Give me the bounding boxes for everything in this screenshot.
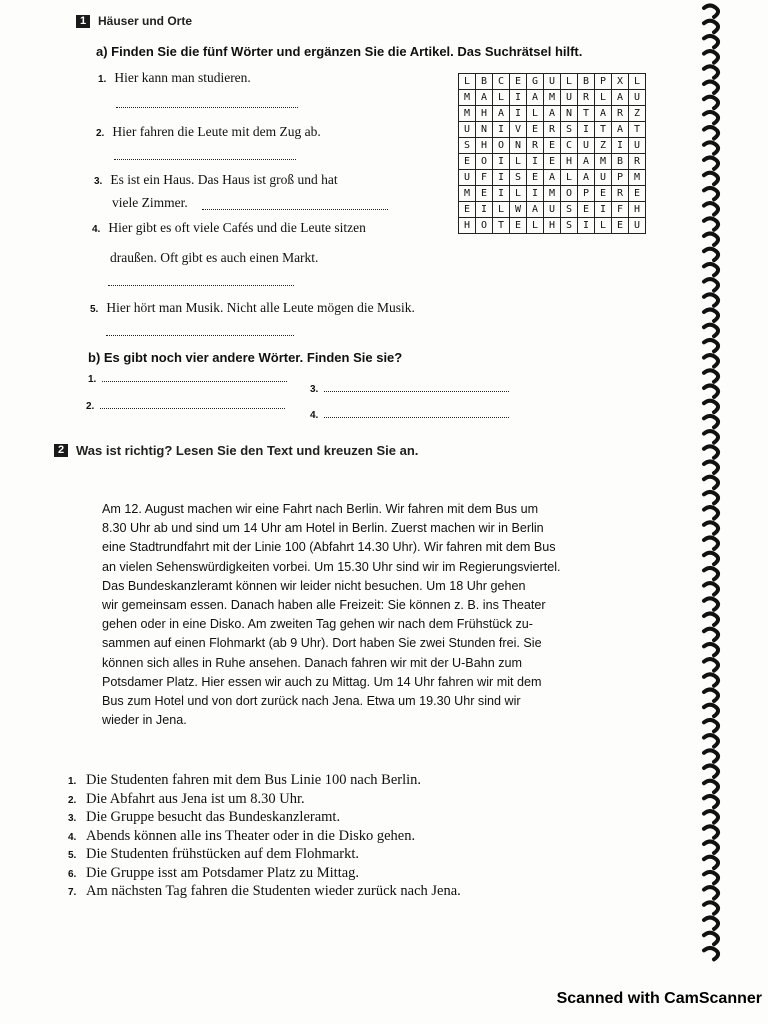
question-number: 1. — [98, 74, 107, 85]
grid-row — [459, 218, 646, 234]
spiral-coil — [704, 811, 718, 823]
spiral-coil — [704, 750, 718, 762]
spiral-coil — [704, 416, 718, 428]
b-answer-number: 1. — [88, 374, 97, 385]
grid-cell[interactable]: L — [459, 74, 476, 90]
grid-cell[interactable]: E — [544, 138, 561, 154]
spiral-coil — [704, 477, 718, 489]
question-2 — [96, 124, 321, 140]
b-answer-line[interactable] — [324, 391, 509, 392]
grid-cell[interactable]: U — [595, 170, 612, 186]
grid-cell[interactable]: M — [459, 106, 476, 122]
grid-cell[interactable]: A — [527, 90, 544, 106]
grid-cell[interactable]: M — [459, 90, 476, 106]
grid-cell[interactable]: U — [544, 202, 561, 218]
grid-cell[interactable]: E — [527, 122, 544, 138]
grid-cell[interactable]: U — [459, 170, 476, 186]
grid-cell[interactable]: R — [612, 186, 629, 202]
grid-cell[interactable]: Z — [629, 106, 646, 122]
grid-cell[interactable]: H — [476, 106, 493, 122]
spiral-coil — [704, 249, 718, 261]
grid-cell[interactable]: R — [578, 90, 595, 106]
grid-cell[interactable]: L — [561, 74, 578, 90]
b-answer-1[interactable] — [88, 374, 287, 385]
grid-cell[interactable]: S — [459, 138, 476, 154]
b-answer-2[interactable] — [86, 401, 285, 412]
grid-cell[interactable]: P — [578, 186, 595, 202]
grid-cell[interactable]: T — [493, 218, 510, 234]
statement-item[interactable] — [68, 772, 461, 791]
grid-cell[interactable]: I — [612, 138, 629, 154]
grid-cell[interactable]: V — [510, 122, 527, 138]
task-a-instruction: a) Finden Sie die fünf Wörter und ergänzen Sie die Artikel. Das Suchrätsel hilft. — [96, 44, 583, 59]
spiral-binding — [700, 0, 730, 980]
grid-row — [459, 106, 646, 122]
grid-cell[interactable]: R — [629, 154, 646, 170]
spiral-coil — [704, 948, 718, 960]
text-line: Potsdamer Platz. Hier essen wir auch zu Mittag. Um 14 Uhr fahren wir mit dem — [102, 674, 542, 689]
grid-cell[interactable]: X — [612, 74, 629, 90]
spiral-coil — [704, 766, 718, 778]
grid-cell[interactable]: G — [527, 74, 544, 90]
grid-cell[interactable]: O — [476, 154, 493, 170]
grid-cell[interactable]: M — [595, 154, 612, 170]
grid-cell[interactable]: S — [510, 170, 527, 186]
spiral-coil — [704, 933, 718, 945]
grid-cell[interactable]: E — [595, 186, 612, 202]
question-text: Hier fahren die Leute mit dem Zug ab. — [112, 124, 321, 139]
grid-cell[interactable]: A — [544, 170, 561, 186]
question-number: 4. — [92, 224, 101, 235]
spiral-coil — [704, 310, 718, 322]
grid-cell[interactable]: U — [629, 138, 646, 154]
grid-cell[interactable]: L — [510, 186, 527, 202]
grid-cell[interactable]: E — [459, 202, 476, 218]
text-line: 8.30 Uhr ab und sind um 14 Uhr am Hotel in Berlin. Zuerst machen wir in Berlin — [102, 521, 544, 536]
spiral-coil — [704, 857, 718, 869]
spiral-coil — [704, 142, 718, 154]
spiral-coil — [704, 294, 718, 306]
spiral-coil — [704, 735, 718, 747]
grid-cell[interactable]: I — [578, 122, 595, 138]
grid-cell[interactable]: E — [459, 154, 476, 170]
question-3 — [94, 172, 338, 188]
spiral-coil — [704, 674, 718, 686]
spiral-coil — [704, 173, 718, 185]
statement-number: 6. — [68, 868, 77, 880]
statement-item[interactable] — [68, 809, 461, 828]
camscanner-watermark: Scanned with CamScanner — [556, 990, 762, 1007]
grid-cell[interactable]: L — [493, 90, 510, 106]
text-line: wieder in Jena. — [102, 713, 187, 728]
statement-number: 4. — [68, 831, 77, 843]
b-answer-line[interactable] — [100, 408, 285, 409]
grid-cell[interactable]: H — [459, 218, 476, 234]
grid-cell[interactable]: O — [561, 186, 578, 202]
spiral-coil — [704, 234, 718, 246]
spiral-coil — [704, 690, 718, 702]
statement-item[interactable] — [68, 828, 461, 847]
statement-number: 7. — [68, 887, 77, 898]
spiral-coil — [704, 66, 718, 78]
question-text: viele Zimmer. — [112, 195, 188, 210]
grid-row — [459, 138, 646, 154]
grid-cell[interactable]: U — [629, 218, 646, 234]
spiral-coil — [704, 568, 718, 580]
question-number: 3. — [94, 176, 103, 187]
spiral-coil — [704, 401, 718, 413]
question-text: Es ist ein Haus. Das Haus ist groß und hat — [110, 172, 338, 187]
spiral-coil — [704, 279, 718, 291]
spiral-coil — [704, 492, 718, 504]
spiral-coil — [704, 629, 718, 641]
grid-cell[interactable]: E — [476, 186, 493, 202]
grid-cell[interactable]: A — [578, 170, 595, 186]
grid-cell[interactable]: L — [527, 218, 544, 234]
spiral-coil — [704, 842, 718, 854]
spiral-coil — [704, 97, 718, 109]
grid-cell[interactable]: F — [476, 170, 493, 186]
grid-cell[interactable]: U — [544, 74, 561, 90]
spiral-coil — [704, 644, 718, 656]
grid-cell[interactable]: E — [629, 186, 646, 202]
spiral-coil — [704, 264, 718, 276]
grid-cell[interactable]: A — [544, 106, 561, 122]
question-text: draußen. Oft gibt es auch einen Markt. — [110, 250, 319, 265]
spiral-coil — [704, 6, 718, 18]
grid-cell[interactable]: I — [493, 170, 510, 186]
spiral-coil — [704, 507, 718, 518]
text-line: sammen auf einen Flohmarkt (ab 9 Uhr). Dort haben Sie zwei Stunden frei. Sie — [102, 636, 542, 651]
spiral-coil — [704, 583, 718, 595]
reading-text — [102, 500, 614, 730]
statement-number: 3. — [68, 813, 77, 824]
question-number: 5. — [90, 304, 99, 315]
grid-row — [459, 90, 646, 106]
spiral-coil — [704, 553, 718, 565]
spiral-coil — [704, 796, 718, 808]
grid-cell[interactable]: A — [578, 154, 595, 170]
grid-cell[interactable]: E — [544, 154, 561, 170]
grid-cell[interactable]: L — [595, 90, 612, 106]
question-4 — [92, 220, 366, 236]
grid-row — [459, 170, 646, 186]
question-4-line-2 — [110, 250, 318, 266]
statement-text: Die Studenten fahren mit dem Bus Linie 100 nach Berlin. — [86, 772, 422, 788]
grid-cell[interactable]: E — [510, 218, 527, 234]
b-answer-number: 3. — [310, 384, 319, 395]
grid-cell[interactable]: M — [629, 170, 646, 186]
grid-cell[interactable]: I — [510, 106, 527, 122]
spiral-coil — [704, 112, 718, 124]
word-search-grid — [458, 73, 646, 234]
statement-number: 5. — [68, 850, 77, 861]
spiral-coil — [704, 127, 718, 139]
answer-line-4[interactable] — [108, 284, 294, 286]
answer-line-2[interactable] — [114, 158, 296, 160]
grid-cell[interactable]: A — [493, 106, 510, 122]
grid-cell[interactable]: M — [459, 186, 476, 202]
statement-text: Abends können alle ins Theater oder in die Disko gehen. — [86, 827, 416, 844]
grid-cell[interactable]: H — [561, 154, 578, 170]
statement-item[interactable] — [68, 865, 461, 884]
spiral-coil — [704, 720, 718, 732]
grid-cell[interactable]: P — [595, 74, 612, 90]
section-2-header — [54, 443, 418, 458]
grid-cell[interactable]: T — [578, 106, 595, 122]
grid-cell[interactable]: S — [561, 122, 578, 138]
grid-cell[interactable]: R — [527, 138, 544, 154]
spiral-coil — [704, 51, 718, 63]
grid-cell[interactable]: L — [510, 154, 527, 170]
b-answer-4[interactable] — [310, 410, 509, 421]
grid-cell[interactable]: I — [510, 90, 527, 106]
spiral-coil — [704, 538, 718, 550]
b-answer-3[interactable] — [310, 384, 509, 395]
spiral-coil — [704, 158, 718, 170]
grid-cell[interactable]: E — [510, 74, 527, 90]
grid-cell[interactable]: M — [544, 90, 561, 106]
statement-text: Die Gruppe isst am Potsdamer Platz zu Mittag. — [86, 864, 360, 881]
grid-cell[interactable]: L — [561, 170, 578, 186]
question-text: Hier kann man studieren. — [114, 70, 251, 85]
text-line: wir gemeinsam essen. Danach haben alle Freizeit: Sie können z. B. ins Theater — [102, 598, 546, 613]
question-3-line-2 — [112, 195, 188, 211]
grid-cell[interactable]: A — [527, 202, 544, 218]
grid-row — [459, 186, 646, 202]
spiral-coil — [704, 21, 718, 33]
grid-cell[interactable]: T — [629, 122, 646, 138]
grid-cell[interactable]: I — [578, 218, 595, 234]
text-line: eine Stadtrundfahrt mit der Linie 100 (Abfahrt 14.30 Uhr). Wir fahren mit dem Bus — [102, 540, 556, 555]
grid-cell[interactable]: O — [476, 218, 493, 234]
spiral-coil — [704, 218, 718, 230]
question-1 — [98, 70, 251, 86]
grid-cell[interactable]: A — [595, 106, 612, 122]
grid-cell[interactable]: M — [544, 186, 561, 202]
statement-number: 1. — [68, 776, 77, 787]
statement-item[interactable] — [68, 883, 461, 902]
text-line: an vielen Sehenswürdigkeiten vorbei. Um 15.30 Uhr sind wir im Regierungsviertel. — [102, 559, 561, 574]
grid-cell[interactable]: S — [561, 202, 578, 218]
spiral-coil — [704, 386, 718, 398]
text-line: können sich alles in Ruhe ansehen. Danach fahren wir mit der U-Bahn zum — [102, 655, 523, 670]
grid-cell[interactable]: U — [561, 90, 578, 106]
spiral-coil — [704, 902, 718, 914]
statement-text: Am nächsten Tag fahren die Studenten wieder zurück nach Jena. — [86, 883, 461, 899]
spiral-coil — [704, 598, 718, 610]
grid-cell[interactable]: A — [476, 90, 493, 106]
grid-cell[interactable]: N — [561, 106, 578, 122]
question-number: 2. — [96, 128, 105, 139]
grid-cell[interactable]: R — [544, 122, 561, 138]
question-text: Hier gibt es oft viele Cafés und die Leute sitzen — [108, 220, 366, 235]
statement-text: Die Studenten frühstücken auf dem Flohmarkt. — [86, 846, 360, 862]
grid-cell[interactable]: L — [527, 106, 544, 122]
grid-cell[interactable]: S — [561, 218, 578, 234]
grid-cell[interactable]: L — [629, 74, 646, 90]
b-answer-line[interactable] — [102, 381, 287, 382]
grid-cell[interactable]: I — [527, 186, 544, 202]
statement-list — [68, 772, 461, 902]
grid-cell[interactable]: R — [612, 106, 629, 122]
spiral-coil — [704, 614, 718, 626]
question-text: Hier hört man Musik. Nicht alle Leute mögen die Musik. — [106, 300, 415, 315]
grid-cell[interactable]: U — [578, 138, 595, 154]
grid-cell[interactable]: F — [612, 202, 629, 218]
grid-cell[interactable]: L — [595, 218, 612, 234]
grid-cell[interactable]: C — [561, 138, 578, 154]
statement-text: Die Abfahrt aus Jena ist um 8.30 Uhr. — [86, 790, 305, 807]
grid-cell[interactable]: I — [493, 186, 510, 202]
spiral-coil — [704, 872, 718, 884]
answer-line-3[interactable] — [202, 208, 388, 210]
grid-cell[interactable]: W — [510, 202, 527, 218]
question-5 — [90, 300, 415, 316]
text-line: Bus zum Hotel und von dort zurück nach Jena. Etwa um 19.30 Uhr sind wir — [102, 694, 521, 709]
grid-row — [459, 202, 646, 218]
statement-text: Die Gruppe besucht das Bundeskanzleramt. — [86, 809, 341, 825]
b-answer-number: 2. — [86, 401, 95, 412]
text-line: gehen oder in eine Disko. Am zweiten Tag gehen wir nach dem Frühstück zu- — [102, 617, 533, 632]
task-b-instruction: b) Es gibt noch vier andere Wörter. Finden Sie sie? — [88, 350, 403, 365]
grid-row — [459, 154, 646, 170]
b-answer-line[interactable] — [324, 417, 509, 418]
section-1-header — [76, 14, 192, 28]
text-line: Am 12. August machen wir eine Fahrt nach Berlin. Wir fahren mit dem Bus um — [102, 502, 539, 516]
grid-row — [459, 122, 646, 138]
spiral-coil — [704, 522, 718, 534]
grid-cell[interactable]: E — [612, 218, 629, 234]
grid-row — [459, 74, 646, 90]
grid-cell[interactable]: U — [459, 122, 476, 138]
section-title: Was ist richtig? Lesen Sie den Text und kreuzen Sie an. — [76, 443, 419, 458]
grid-cell[interactable]: C — [493, 74, 510, 90]
spiral-coil — [704, 826, 718, 838]
spiral-coil — [704, 325, 718, 337]
spiral-coil — [704, 355, 718, 367]
answer-line-1[interactable] — [116, 106, 298, 108]
grid-cell[interactable]: A — [612, 90, 629, 106]
spiral-coil — [704, 446, 718, 458]
section-number-badge: 2 — [54, 444, 68, 457]
grid-cell[interactable]: P — [612, 170, 629, 186]
spiral-coil — [704, 462, 718, 474]
grid-cell[interactable]: U — [629, 90, 646, 106]
grid-cell[interactable]: E — [527, 170, 544, 186]
spiral-coil — [704, 370, 718, 382]
grid-cell[interactable]: A — [612, 122, 629, 138]
grid-cell[interactable]: H — [476, 138, 493, 154]
spiral-coil — [704, 82, 718, 94]
spiral-coil — [704, 659, 718, 671]
grid-cell[interactable]: L — [493, 202, 510, 218]
grid-cell[interactable]: B — [476, 74, 493, 90]
grid-cell[interactable]: T — [595, 122, 612, 138]
statement-item[interactable] — [68, 791, 461, 810]
spiral-coil — [704, 340, 718, 352]
grid-cell[interactable]: I — [527, 154, 544, 170]
grid-cell[interactable]: I — [595, 202, 612, 218]
section-title: Häuser und Orte — [98, 14, 193, 28]
grid-cell[interactable]: I — [493, 154, 510, 170]
text-line: Das Bundeskanzleramt können wir leider nicht besuchen. Um 18 Uhr gehen — [102, 578, 526, 593]
spiral-coil — [704, 203, 718, 215]
grid-cell[interactable]: H — [629, 202, 646, 218]
spiral-coil — [704, 918, 718, 930]
spiral-coil — [704, 705, 718, 717]
spiral-coil — [704, 887, 718, 899]
statement-number: 2. — [68, 794, 77, 806]
grid-cell[interactable]: N — [510, 138, 527, 154]
grid-cell[interactable]: B — [612, 154, 629, 170]
spiral-coil — [704, 36, 718, 48]
spiral-coil — [704, 188, 718, 200]
grid-cell[interactable]: B — [578, 74, 595, 90]
spiral-coil — [704, 781, 718, 793]
spiral-coil — [704, 431, 718, 443]
answer-line-5[interactable] — [106, 334, 294, 336]
grid-cell[interactable]: H — [544, 218, 561, 234]
b-answer-number: 4. — [310, 410, 319, 421]
grid-cell[interactable]: O — [493, 138, 510, 154]
section-number-badge: 1 — [76, 15, 90, 28]
grid-cell[interactable]: I — [476, 202, 493, 218]
statement-item[interactable] — [68, 846, 461, 865]
grid-cell[interactable]: E — [578, 202, 595, 218]
grid-cell[interactable]: N — [476, 122, 493, 138]
grid-cell[interactable]: I — [493, 122, 510, 138]
grid-cell[interactable]: Z — [595, 138, 612, 154]
